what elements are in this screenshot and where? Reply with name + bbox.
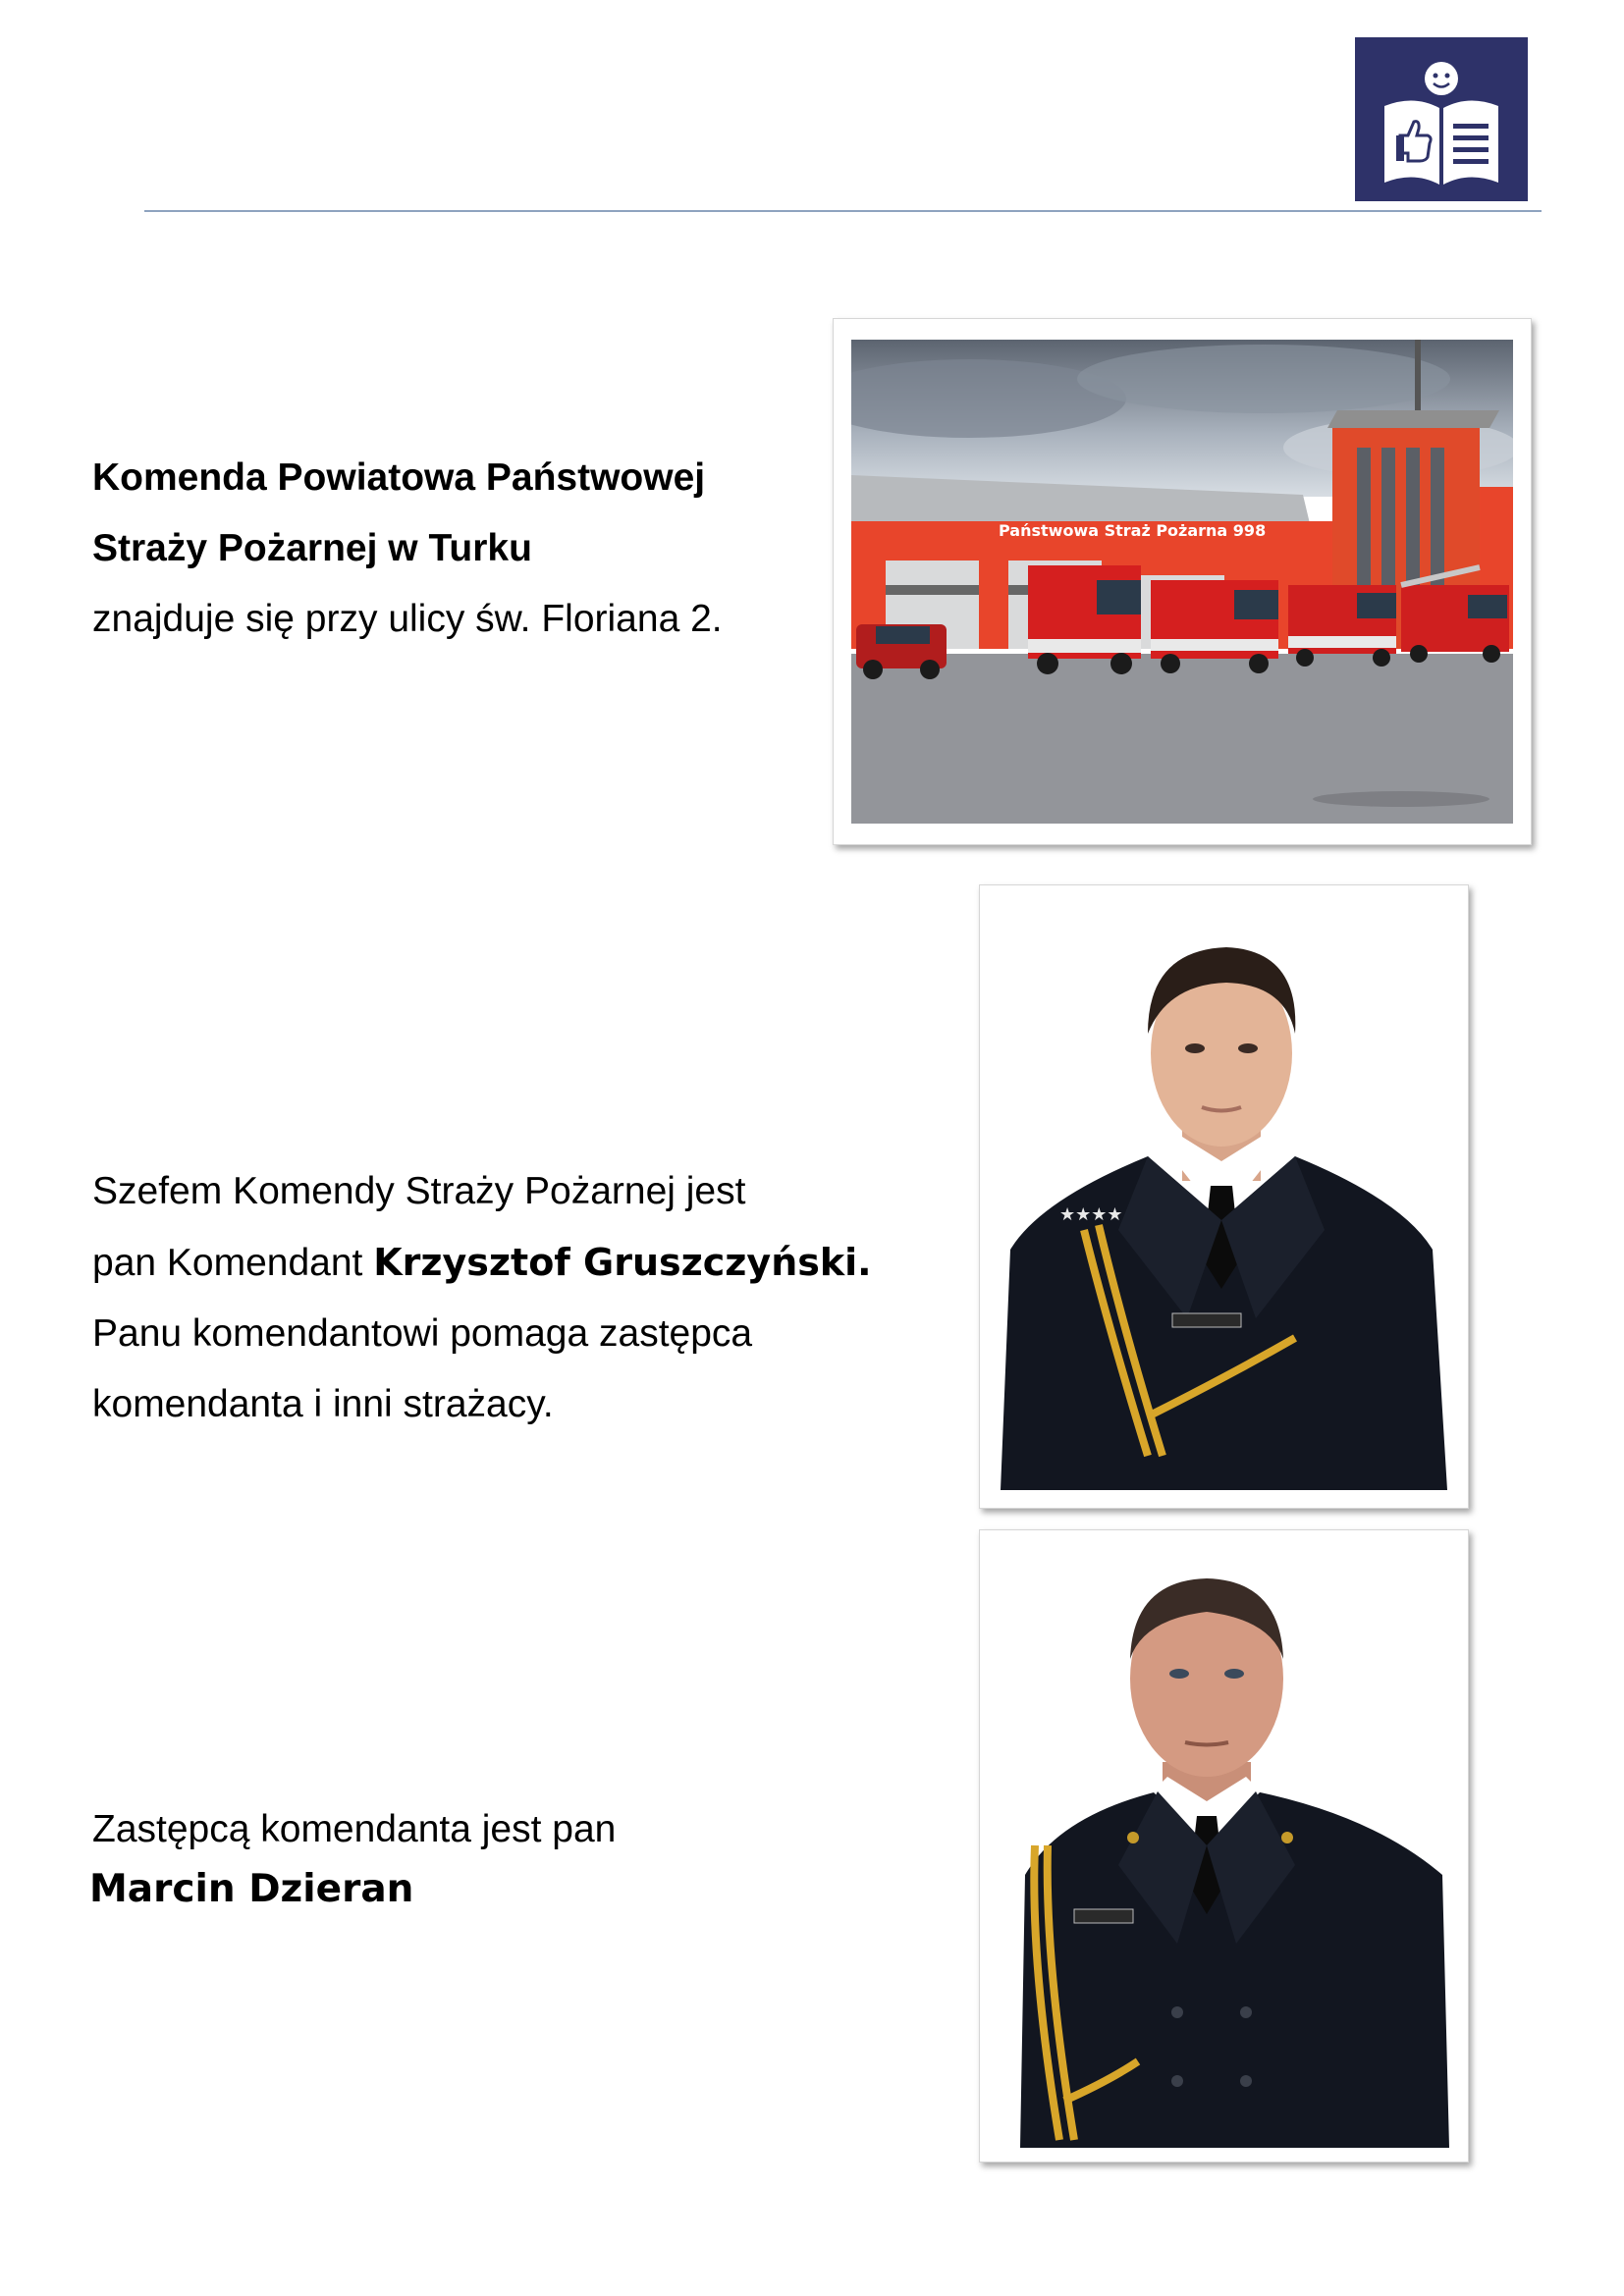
deputy-intro: Zastępcą komendanta jest pan xyxy=(92,1808,617,1850)
fire-truck xyxy=(1028,565,1141,674)
station-title-line2: Straży Pożarnej w Turku xyxy=(92,527,532,569)
commander-line xyxy=(92,1227,872,1299)
station-title-line1: Komenda Powiatowa Państwowej xyxy=(92,456,706,499)
header-divider xyxy=(144,210,1542,212)
station-sign-text: Państwowa Straż Pożarna 998 xyxy=(999,521,1267,540)
commander-helper-line1: Panu komendantowi pomaga zastępca xyxy=(92,1312,753,1355)
commander-portrait xyxy=(979,884,1469,1509)
deputy-info xyxy=(92,1794,616,1865)
commander-helper-line2: komendanta i inni strażacy. xyxy=(92,1383,554,1425)
station-info xyxy=(92,443,723,655)
easy-to-read-logo xyxy=(1355,37,1528,201)
deputy-portrait-image xyxy=(1020,1551,1449,2148)
commander-portrait-image xyxy=(1001,906,1447,1490)
commander-info xyxy=(92,1156,872,1440)
deputy-name: Marcin Dzieran xyxy=(89,1867,414,1911)
easy-to-read-icon xyxy=(1355,37,1528,201)
svg-text:★★★★: ★★★★ xyxy=(1059,1204,1123,1225)
station-address: znajduje się przy ulicy św. Floriana 2. xyxy=(92,598,723,640)
fire-station-photo xyxy=(833,318,1532,845)
commander-name: Krzysztof Gruszczyński. xyxy=(373,1241,872,1284)
commander-prefix: pan Komendant xyxy=(92,1242,374,1284)
deputy-portrait xyxy=(979,1529,1469,2163)
fire-station-image xyxy=(851,340,1513,824)
commander-intro: Szefem Komendy Straży Pożarnej jest xyxy=(92,1170,746,1212)
